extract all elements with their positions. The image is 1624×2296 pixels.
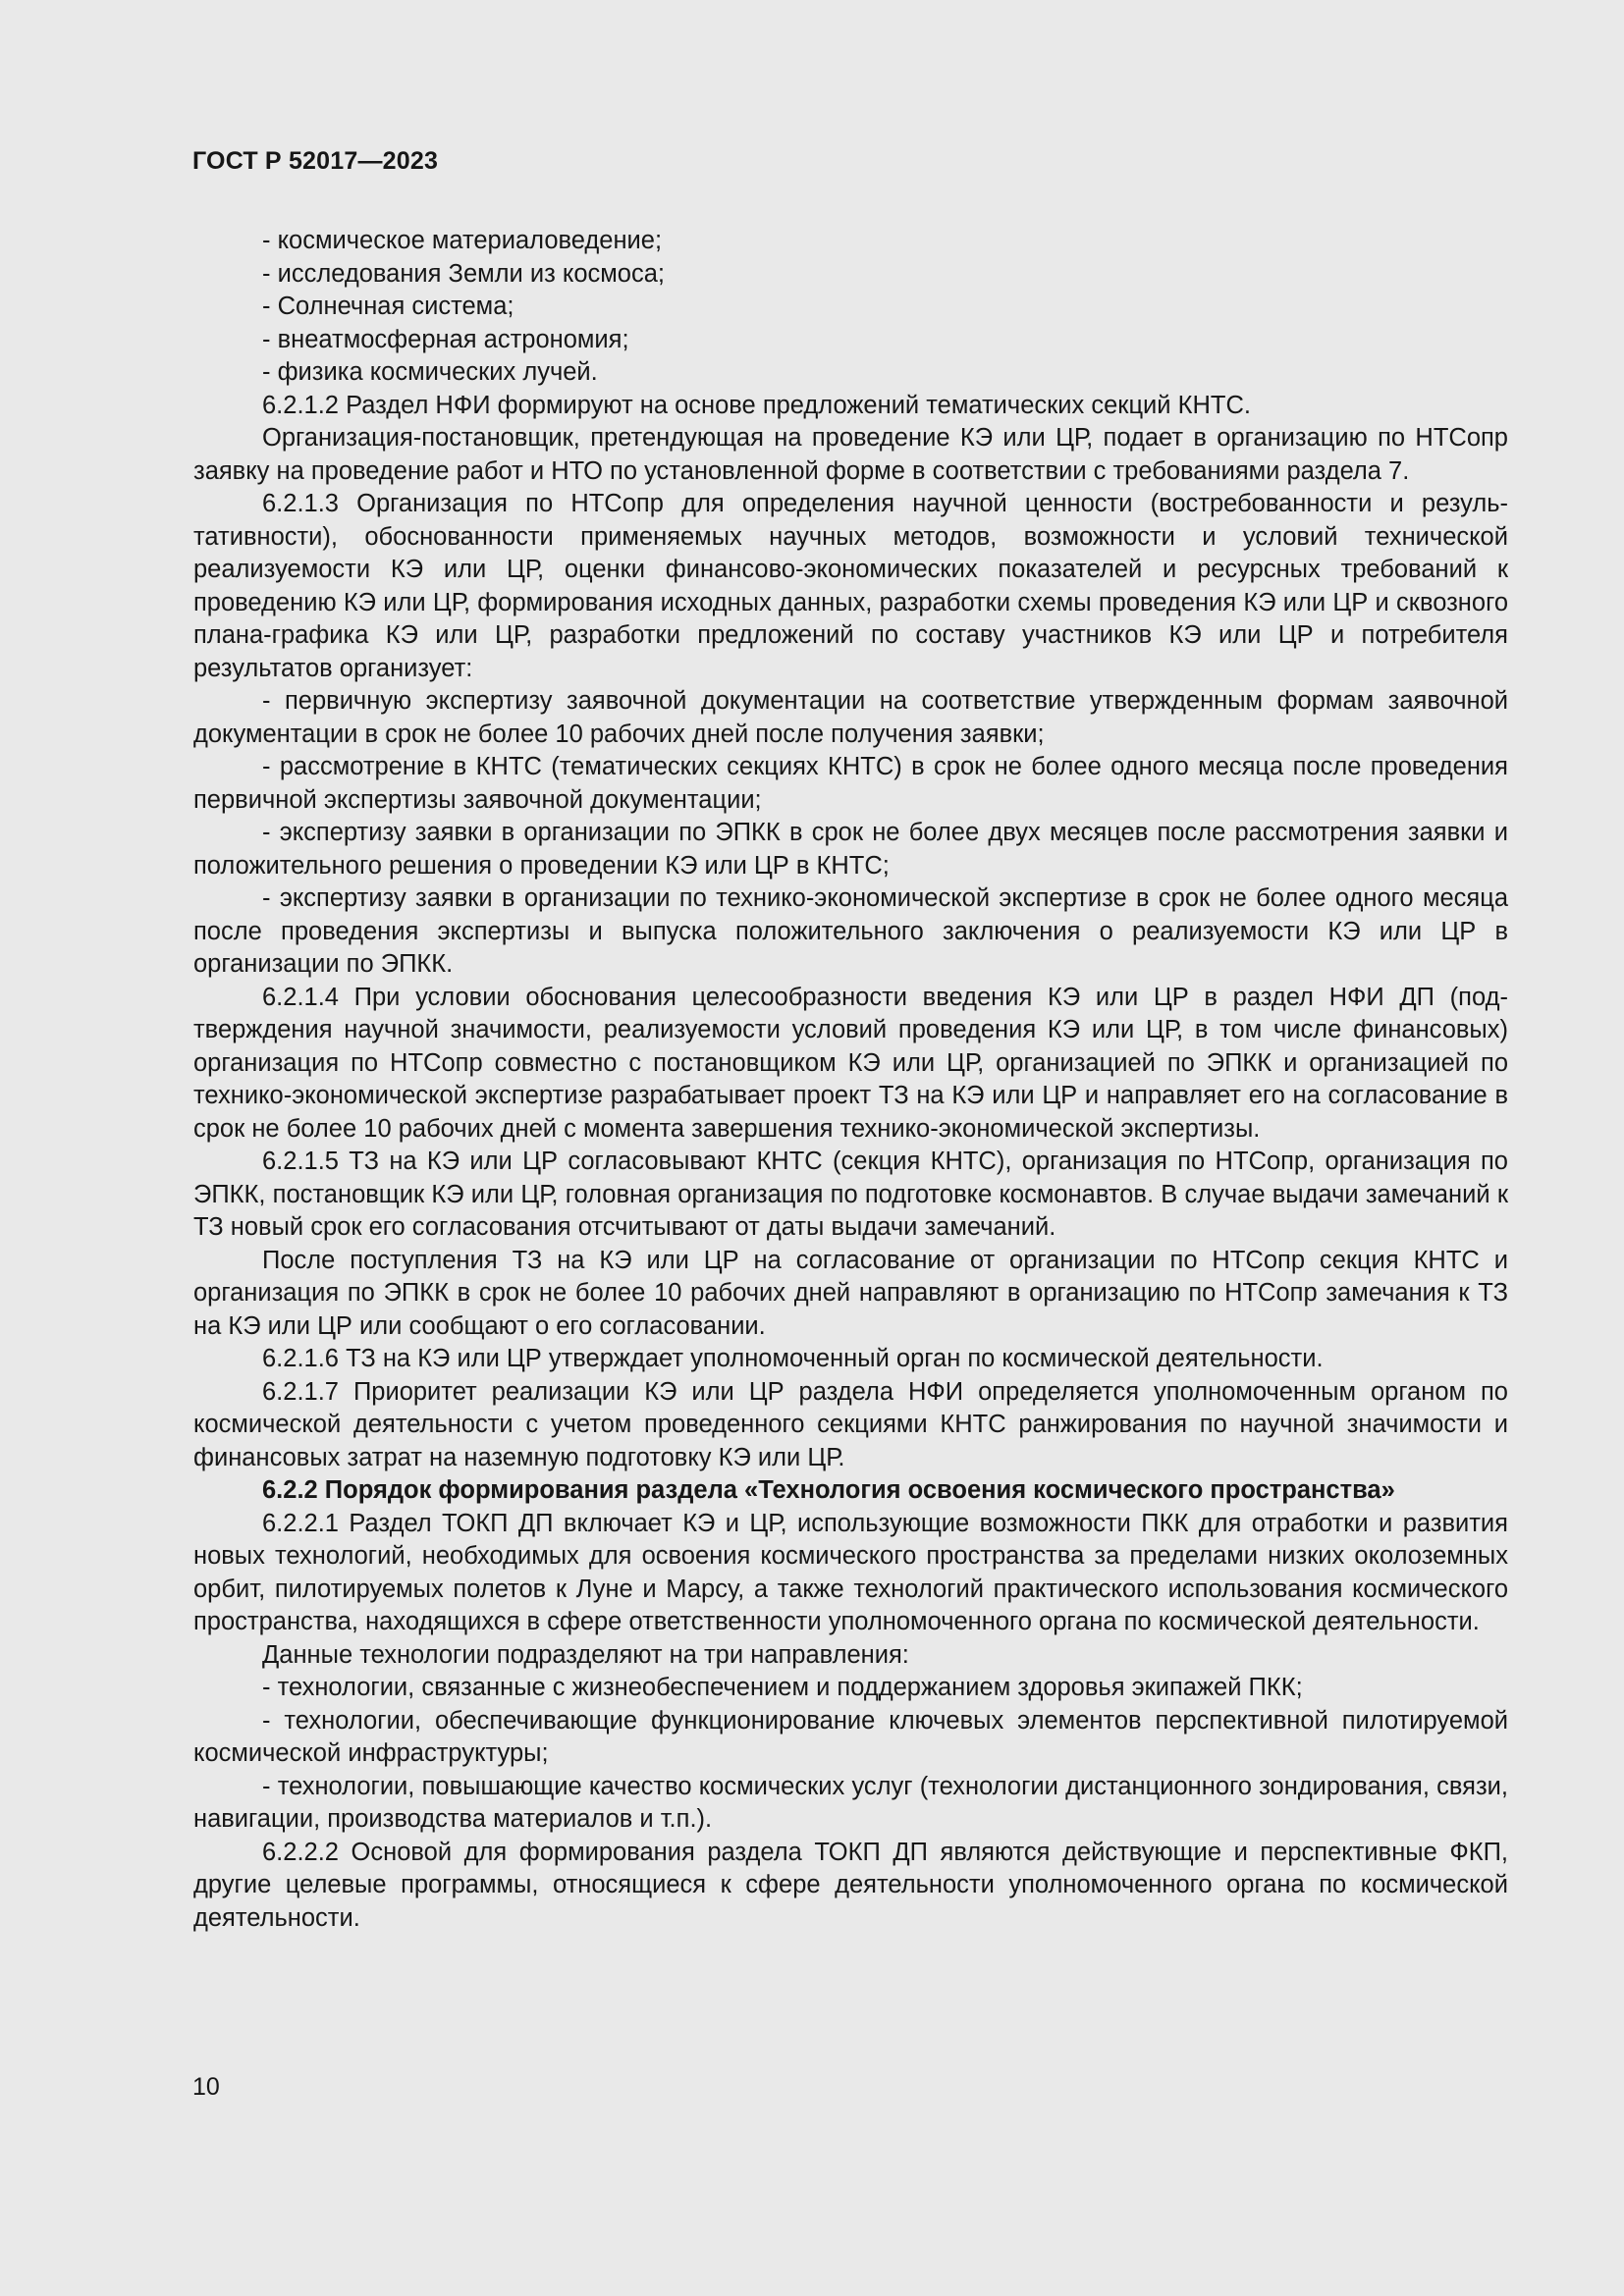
page-number: 10 — [192, 2073, 220, 2101]
list-item: - рассмотрение в КНТС (тематических секциях КНТС) в срок не более одного месяца после проведения первичной экспертизы заявочной документации; — [193, 753, 1508, 814]
section-heading-6-2-2: 6.2.2 Порядок формирования раздела «Технология освоения космического пространства» — [262, 1476, 1395, 1504]
list-item: - экспертизу заявки в организации по ЭПКК в срок не более двух месяцев после рассмотрения заявки и положительного решения о проведении КЭ или ЦР в КНТС; — [193, 819, 1508, 880]
paragraph-6-2-1-2: 6.2.1.2 Раздел НФИ формируют на основе предложений тематических секций КНТС. — [262, 391, 1251, 419]
list-item: - технологии, обеспечивающие функционирование ключевых элементов перспективной пилотируемой космической инфраструктуры; — [193, 1706, 1508, 1767]
paragraph-6-2-1-7: 6.2.1.7 Приоритет реализации КЭ или ЦР раздела НФИ определяется уполномоченным органом по космической деятельности с учетом проведенного секциями КНТС ранжирования по научной значимости и финансовых затрат на наземную подготовку КЭ или ЦР. — [193, 1377, 1508, 1471]
paragraph: Организация-постановщик, претендующая на проведение КЭ или ЦР, подает в организацию по НТСопр заявку на проведение работ и НТО по установленной форме в соответствии с требованиями раздела 7. — [193, 424, 1508, 485]
paragraph-6-2-2-1: 6.2.2.1 Раздел ТОКП ДП включает КЭ и ЦР, использующие возможности ПКК для отработки и развития новых технологий, необходимых для освоения космического пространства за пределами низких околоземных орбит, пилотируемых полетов к Луне и Марсу, а также технологий практического использования космического пространства, находящихся в сфере ответственности уполномоченного органа по космической деятельности. — [193, 1509, 1508, 1635]
list-item: - технологии, связанные с жизнеобеспечением и поддержанием здоровья экипажей ПКК; — [262, 1674, 1303, 1701]
paragraph-6-2-1-5: 6.2.1.5 ТЗ на КЭ или ЦР согласовывают КНТС (секция КНТС), организация по НТСопр, организация по ЭПКК, постановщик КЭ или ЦР, головная организация по подготовке космонавтов. В случае выдачи замечаний к ТЗ новый срок его согласования отсчитывают от даты выдачи замечаний. — [193, 1148, 1508, 1241]
list-item: - первичную экспертизу заявочной документации на соответствие утвержденным формам заявочной документации в срок не более 10 рабочих дней после получения заявки; — [193, 687, 1508, 748]
list-item: - исследования Земли из космоса; — [262, 259, 665, 288]
paragraph-6-2-1-3: 6.2.1.3 Организация по НТСопр для определения научной ценности (востребованности и результативности), обоснованности применяемых научных методов, возможности и условий технической реализуемости КЭ или ЦР, оценки финансово-экономических показателей и ресурсных требований к проведению КЭ или ЦР, формирования исходных данных, разработки схемы проведения КЭ или ЦР и сквозного плана-графика КЭ или ЦР, разработки предложений по составу участников КЭ или ЦР и потребителя результатов организует: — [193, 490, 1508, 682]
list-item: - технологии, повышающие качество космических услуг (технологии дистанционного зондирования, связи, навигации, производства материалов и т.п.). — [193, 1772, 1508, 1833]
document-code-header: ГОСТ Р 52017—2023 — [192, 147, 439, 175]
paragraph-6-2-2-2: 6.2.2.2 Основой для формирования раздела ТОКП ДП являются действующие и перспективные ФКП, другие целевые программы, относящиеся к сфере деятельности уполномоченного органа по космической деятельности. — [193, 1838, 1508, 1932]
list-item: - космическое материаловедение; — [262, 227, 663, 254]
list-item: - физика космических лучей. — [262, 358, 598, 386]
paragraph: Данные технологии подразделяют на три направления: — [262, 1640, 909, 1669]
paragraph: После поступления ТЗ на КЭ или ЦР на согласование от организации по НТСопр секция КНТС и организация по ЭПКК в срок не более 10 рабочих дней направляют в организацию по НТСопр замечания к ТЗ на КЭ или ЦР или сообщают о его согласовании. — [193, 1246, 1508, 1340]
paragraph-6-2-1-4: 6.2.1.4 При условии обоснования целесообразности введения КЭ или ЦР в раздел НФИ ДП (подтверждения научной значимости, реализуемости условий проведения КЭ или ЦР, в том числе финансовых) организация по НТСопр совместно с постановщиком КЭ или ЦР, организацией по ЭПКК и организацией по технико-экономической экспертизе разрабатывает проект ТЗ на КЭ или ЦР и направляет его на согласование в срок не более 10 рабочих дней с момента завершения технико-экономической экспертизы. — [193, 983, 1508, 1143]
list-item: - экспертизу заявки в организации по технико-экономической экспертизе в срок не более одного месяца после проведения экспертизы и выпуска положительного заключения о реализуемости КЭ или ЦР в организации по ЭПКК. — [193, 884, 1508, 978]
document-body — [193, 225, 1508, 1935]
paragraph-6-2-1-6: 6.2.1.6 ТЗ на КЭ или ЦР утверждает уполномоченный орган по космической деятельности. — [262, 1345, 1324, 1372]
list-item: - Солнечная система; — [262, 293, 514, 320]
list-item: - внеатмосферная астрономия; — [262, 325, 629, 353]
